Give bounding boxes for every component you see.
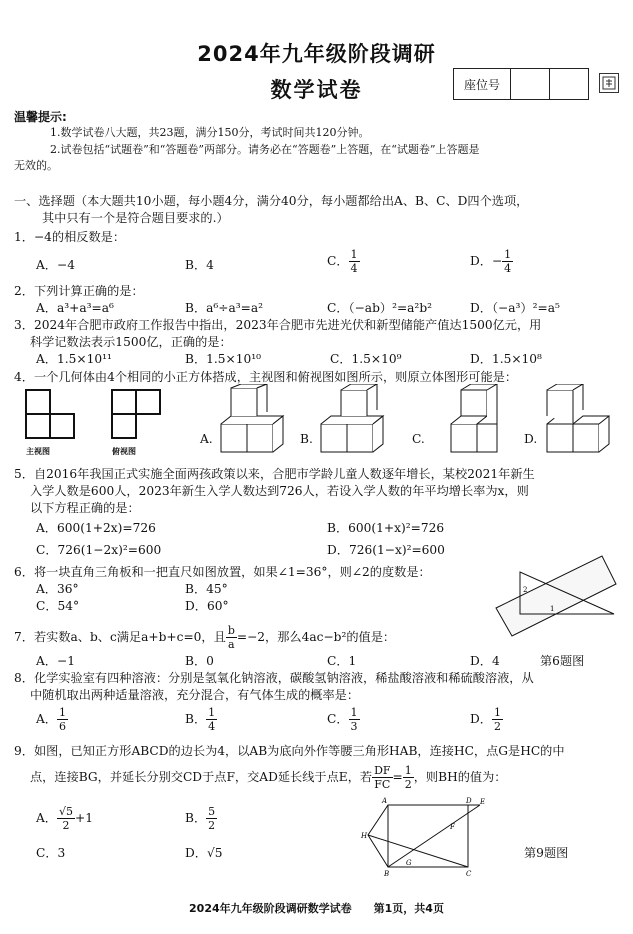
q9-stem: 9．如图，已知正方形ABCD的边长为4，以AB为底向外作等腰三角形HAB，连接HC，点G是HC的中 [14, 744, 565, 758]
top-view-label: 俯视图 [112, 447, 136, 456]
q6-figure-caption: 第6题图 [540, 654, 585, 668]
seat-number-box [453, 68, 589, 100]
q8-option-d: D． $\frac{1}{2}$ [470, 706, 501, 733]
q1-stem: 1．−4的相反数是： [14, 230, 126, 244]
angle-1-mark: 1 [550, 605, 555, 613]
q6-option-c: C．54° [36, 599, 80, 613]
point-f-label: F [450, 823, 455, 831]
exam-subtitle: 数学试卷 [270, 78, 363, 102]
q2-option-a: A．a³+a³=a⁶ [36, 301, 114, 315]
point-a-label: A [382, 797, 388, 805]
angle-2-mark: 2 [523, 586, 528, 594]
tip-2-cont: 无效的。 [14, 159, 58, 172]
q3-option-d: D．1.5×10⁸ [470, 352, 542, 366]
seat-label: 座位号 [454, 69, 511, 99]
q3-option-a: A．1.5×10¹¹ [36, 352, 112, 366]
q1-option-a: A．−4 [36, 258, 75, 272]
exam-title: 2024年九年级阶段调研 [197, 42, 436, 66]
q6-option-a: A．36° [36, 582, 79, 596]
tip-2: 2.试卷包括“试题卷”和“答题卷”两部分。请务必在“答题卷”上答题，在“试题卷”上答题是 [50, 143, 480, 156]
q4-option-a: A. [200, 432, 213, 446]
q2-option-c: C．（−ab）²=a²b² [327, 301, 433, 315]
seat-cell [511, 69, 550, 99]
q7-option-c: C．1 [327, 654, 357, 668]
q1-option-d: D．− $\frac{1}{4}$ [470, 248, 512, 275]
q5-stem-cont1: 入学人数是600人，2023年新生入学人数达到726人，若设入学人数的年平均增长率为x，则 [30, 484, 529, 498]
q5-option-d: D．726(1−x)²=600 [327, 543, 445, 557]
point-g-label: G [406, 859, 412, 867]
q6-figure [492, 548, 622, 646]
q6-stem: 6．将一块直角三角板和一把直尺如图放置，如果∠1=36°，则∠2的度数是： [14, 565, 431, 579]
tip-1: 1.数学试卷八大题，共23题，满分150分，考试时间共120分钟。 [50, 126, 370, 139]
q9-stem-cont: 点，连接BG，并延长分别交CD于点F，交AD延长线于点E，若 $\frac{DF}{FC}$ = $\frac{1}{2}$ ，则BH的值为： [30, 764, 507, 791]
q7-option-d: D．4 [470, 654, 500, 668]
section-heading-cont: 其中只有一个是符合题目要求的.） [42, 211, 229, 225]
q3-stem: 3．2024年合肥市政府工作报告中指出，2023年合肥市先进光伏和新型储能产值达1500亿元，用 [14, 318, 542, 332]
q9-figure-caption: 第9题图 [524, 846, 569, 860]
q7-option-b: B．0 [185, 654, 214, 668]
q8-stem-cont: 中随机取出两种适量溶液，充分混合，有气体生成的概率是： [30, 688, 360, 702]
point-b-label: B [384, 870, 390, 877]
point-c-label: C [466, 870, 472, 877]
q8-option-c: C． $\frac{1}{3}$ [327, 706, 358, 733]
qr-code-icon [599, 73, 619, 93]
q9-option-c: C．3 [36, 846, 66, 860]
q6-option-b: B．45° [185, 582, 228, 596]
page-footer: 2024年九年级阶段调研数学试卷 第1页，共4页 [189, 902, 444, 915]
q3-stem-cont: 科学记数法表示1500亿，正确的是： [30, 335, 232, 349]
q9-option-a: A． $\frac{√5}{2}$ +1 [36, 805, 93, 832]
q4-options-figure [215, 384, 633, 456]
point-d-label: D [466, 797, 472, 805]
q2-stem: 2．下列计算正确的是： [14, 284, 144, 298]
seat-cell [550, 69, 588, 99]
point-e-label: E [480, 798, 486, 806]
q8-stem: 8．化学实验室有四种溶液：分别是氢氧化钠溶液，碳酸氢钠溶液，稀盐酸溶液和稀硫酸溶液，从 [14, 671, 534, 685]
q9-option-b: B． $\frac{5}{2}$ [185, 805, 216, 832]
q2-option-d: D．（−a³）²=a⁵ [470, 301, 560, 315]
q5-option-a: A．600(1+2x)=726 [36, 521, 156, 535]
q6-option-d: D．60° [185, 599, 229, 613]
q8-option-a: A． $\frac{1}{6}$ [36, 706, 66, 733]
q9-option-d: D．√5 [185, 846, 223, 860]
q4-option-c: C. [412, 432, 425, 446]
q5-option-c: C．726(1−2x)²=600 [36, 543, 162, 557]
q3-option-b: B．1.5×10¹⁰ [185, 352, 262, 366]
q5-stem: 5．自2016年我国正式实施全面两孩政策以来，合肥市学龄儿童人数逐年增长，某校2021年新生 [14, 467, 535, 481]
q7-option-a: A．−1 [36, 654, 75, 668]
q9-figure [358, 795, 488, 877]
front-view-label: 主视图 [26, 447, 50, 456]
q4-stem: 4．一个几何体由4个相同的小正方体搭成，主视图和俯视图如图所示，则原立体图形可能是： [14, 370, 518, 384]
section-heading: 一、选择题（本大题共10小题，每小题4分，满分40分，每小题都给出A、B、C、D四个选项， [14, 194, 529, 208]
q1-option-c: C． $\frac{1}{4}$ [327, 248, 358, 275]
point-h-label: H [361, 832, 368, 840]
q8-option-b: B． $\frac{1}{4}$ [185, 706, 216, 733]
tips-heading: 温馨提示: [14, 110, 67, 124]
q4-option-d: D. [524, 432, 538, 446]
q4-option-b: B. [300, 432, 313, 446]
q7-stem: 7．若实数a、b、c满足a+b+c=0，且 $\frac{b}{a}$ =−2，那么4ac−b²的值是： [14, 624, 396, 651]
q3-option-c: C．1.5×10⁹ [330, 352, 402, 366]
q5-stem-cont2: 以下方程正确的是： [30, 501, 140, 515]
q1-option-b: B．4 [185, 258, 214, 272]
q5-option-b: B．600(1+x)²=726 [327, 521, 445, 535]
q2-option-b: B．a⁶÷a³=a² [185, 301, 264, 315]
